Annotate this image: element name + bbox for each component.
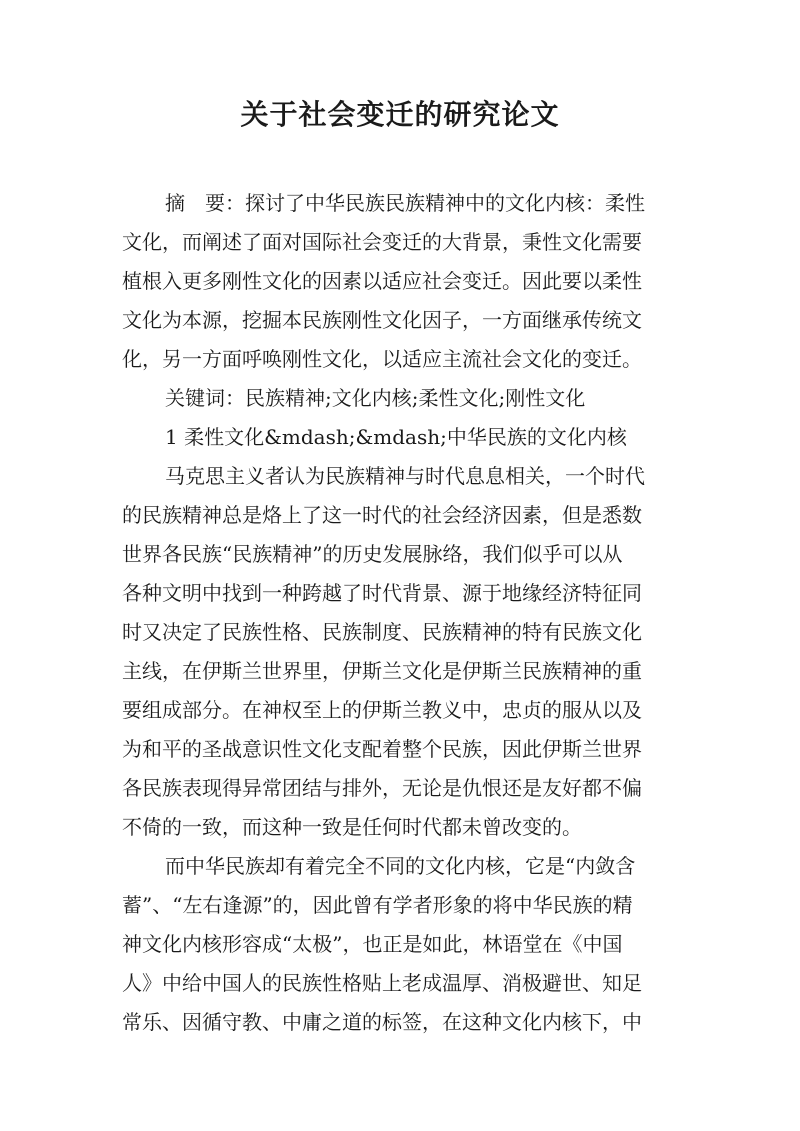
paragraph-2 [122, 847, 686, 1042]
paragraph-1-line: 主线，在伊斯兰世界里，伊斯兰文化是伊斯兰民族精神的重 [122, 659, 642, 683]
keywords-text: 民族精神;文化内核;柔性文化;刚性文化 [245, 386, 586, 410]
abstract-paragraph [122, 184, 686, 379]
paragraph-1-line: 要组成部分。在神权至上的伊斯兰教义中，忠贞的服从以及 [122, 698, 642, 722]
paragraph-1-line: 不倚的一致，而这种一致是任何时代都未曾改变的。 [122, 815, 582, 839]
paragraph-1-line: 各民族表现得异常团结与排外，无论是仇恨还是友好都不偏 [122, 776, 642, 800]
paragraph-1-line: 的民族精神总是烙上了这一时代的社会经济因素，但是悉数 [122, 503, 642, 527]
paragraph-1-line: 世界各民族“民族精神”的历史发展脉络，我们似乎可以从 [122, 542, 623, 566]
abstract-line-4: 文化为本源，挖掘本民族刚性文化因子，一方面继承传统文 [122, 308, 642, 332]
paragraph-1-line: 各种文明中找到一种跨越了时代背景、源于地缘经济特征同 [122, 581, 642, 605]
paragraph-2-line: 人》中给中国人的民族性格贴上老成温厚、消极避世、知足 [122, 971, 642, 995]
paragraph-1-line: 时又决定了民族性格、民族制度、民族精神的特有民族文化 [122, 620, 642, 644]
abstract-label: 摘 要： [165, 191, 245, 215]
paragraph-2-line: 蓄”、“左右逢源”的，因此曾有学者形象的将中华民族的精 [122, 893, 633, 917]
document-title: 关于社会变迁的研究论文 [240, 98, 560, 131]
abstract-text-1: 探讨了中华民族民族精神中的文化内核：柔性 [245, 191, 645, 215]
document-body [122, 184, 686, 1042]
abstract-line-1 [122, 184, 686, 223]
paragraph-1-line: 为和平的圣战意识性文化支配着整个民族，因此伊斯兰世界 [122, 737, 642, 761]
keywords-label: 关键词： [165, 386, 245, 410]
abstract-line-5: 化，另一方面呼唤刚性文化，以适应主流社会文化的变迁。 [122, 347, 642, 371]
paragraph-1 [122, 457, 686, 847]
abstract-line-3: 植根入更多刚性文化的因素以适应社会变迁。因此要以柔性 [122, 269, 642, 293]
section-1-heading: 1 柔性文化&mdash;&mdash;中华民族的文化内核 [165, 425, 627, 449]
paragraph-2-line: 常乐、因循守教、中庸之道的标签，在这种文化内核下，中 [122, 1010, 642, 1034]
abstract-line-2: 文化，而阐述了面对国际社会变迁的大背景，秉性文化需要 [122, 230, 642, 254]
paragraph-2-line: 神文化内核形容成“太极”，也正是如此，林语堂在《中国 [122, 932, 623, 956]
keywords-line [122, 379, 686, 418]
paragraph-2-line: 而中华民族却有着完全不同的文化内核，它是“内敛含 [165, 854, 636, 878]
paragraph-1-line: 马克思主义者认为民族精神与时代息息相关，一个时代 [165, 464, 645, 488]
